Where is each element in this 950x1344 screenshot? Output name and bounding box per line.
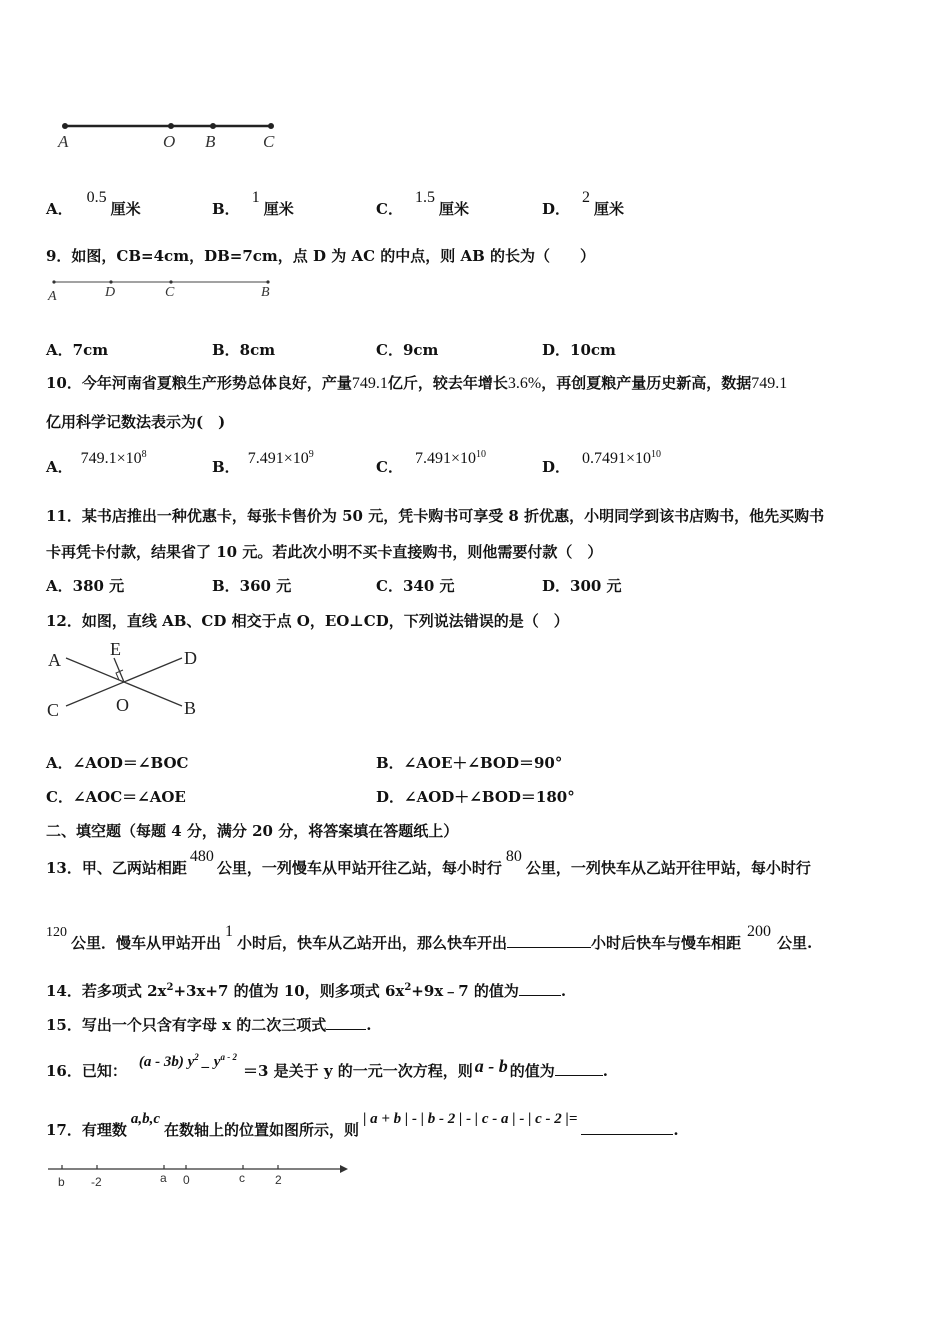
q11-stem-line1: 11．某书店推出一种优惠卡，每张卡售价为 50 元，凭卡购书可享受 8 折优惠，小明同学到该书店购书，他先买购书 — [46, 507, 825, 525]
q14-stem: 14．若多项式 $2x^2+3x+7$ 的值为 10，则多项式 $6x^2+9x﹣7$ 的值为 . — [46, 982, 567, 1000]
q12-option-d: D．∠AOD＋∠BOD＝180° — [376, 788, 575, 806]
point-label: D — [105, 285, 116, 300]
figure-q12-intersecting-lines — [44, 638, 214, 724]
answer-blank[interactable] — [507, 947, 591, 948]
q10-stem-line2: 亿用科学记数法表示为( ) — [46, 413, 226, 431]
q10-option-b: B． $7.491\times 10^9$ — [212, 449, 314, 476]
point-label: E — [110, 639, 121, 659]
q8-option-d: D．2厘米 — [542, 189, 625, 218]
q10-option-a: A． $749.1\times 10^8$ — [46, 449, 147, 476]
q11-stem-line2: 卡再凭卡付款，结果省了 10 元。若此次小明不买卡直接购书，则他需要付款（ ） — [46, 543, 603, 561]
q17-stem: 17．有理数a,b,c在数轴上的位置如图所示，则| a + b | - | b - 2 | - | c - a | - | c - 2 |=. — [46, 1111, 679, 1139]
axis-label-c: c — [239, 1171, 245, 1185]
point-label: B — [205, 132, 216, 151]
q12-stem: 12．如图，直线 AB、CD 相交于点 O，EO⊥CD，下列说法错误的是（ ） — [46, 612, 569, 630]
point-label: A — [48, 289, 57, 304]
axis-label-a: a — [160, 1171, 167, 1185]
q10-stem-line1: 10．今年河南省夏粮生产形势总体良好，产量749.1亿斤，较去年增长3.6%，再创夏粮产量历史新高，数据749.1 — [46, 374, 788, 392]
q9-option-d: D．10cm — [542, 341, 616, 359]
axis-label-b: b — [58, 1175, 65, 1189]
q16-stem: 16．已知： (a - 3b) $y^2$ _ $y^{a - 2}=3$ 是关于 y 的一元一次方程，则 a - b 的值为 . — [46, 1052, 609, 1080]
axis-tick-label: 0 — [183, 1173, 190, 1187]
axis-tick-label: 2 — [275, 1173, 282, 1187]
q9-option-b: B．8cm — [212, 341, 276, 359]
figure-q9-segment — [48, 278, 278, 308]
q9-option-c: C．9cm — [376, 341, 439, 359]
figure-q8-segment — [58, 118, 288, 158]
answer-blank[interactable] — [519, 995, 561, 996]
figure-q17-number-line — [44, 1160, 354, 1192]
point-label: B — [261, 285, 270, 300]
q12-option-c: C．∠AOC＝∠AOE — [46, 788, 186, 806]
q9-option-a: A．7cm — [46, 341, 109, 359]
point-label: A — [48, 650, 61, 670]
q10-option-c: C． $7.491\times 10^{10}$ — [376, 449, 486, 476]
q8-option-b: B．1厘米 — [212, 189, 294, 218]
q12-option-b: B．∠AOE＋∠BOD＝90° — [376, 754, 563, 772]
point-label: A — [58, 132, 69, 151]
point-label: B — [184, 698, 197, 718]
point-label: O — [116, 695, 129, 715]
q11-option-b: B．360 元 — [212, 577, 292, 595]
point-label: D — [184, 648, 197, 668]
point-label: C — [263, 132, 275, 151]
q11-option-c: C．340 元 — [376, 577, 455, 595]
point-label: C — [47, 700, 60, 720]
q15-stem: 15．写出一个只含有字母 x 的二次三项式 . — [46, 1016, 372, 1034]
q13-line1: 13．甲、乙两站相距480公里，一列慢车从甲站开往乙站，每小时行80公里，一列快车从乙站开往甲站，每小时行 — [46, 848, 811, 877]
answer-blank[interactable] — [326, 1029, 366, 1030]
point-label: O — [163, 132, 176, 151]
q8-option-a: A．0.5厘米 — [46, 189, 141, 218]
q10-option-d: D． $0.7491\times 10^{10}$ — [542, 449, 662, 476]
q8-option-c: C．1.5厘米 — [376, 189, 469, 218]
axis-tick-label: -2 — [91, 1175, 102, 1189]
q13-line2: 120公里．慢车从甲站开出1小时后，快车从乙站开出，那么快车开出 小时后快车与慢车相距200公里. — [46, 923, 813, 952]
section-heading: 二、填空题（每题 4 分，满分 20 分，将答案填在答题纸上） — [46, 822, 459, 840]
answer-blank[interactable] — [555, 1075, 603, 1076]
point-label: C — [165, 285, 175, 300]
q12-option-a: A．∠AOD＝∠BOC — [46, 754, 189, 772]
q9-stem: 9．如图，CB=4cm，DB=7cm，点 D 为 AC 的中点，则 AB 的长为（ ） — [46, 247, 595, 265]
answer-blank[interactable] — [581, 1134, 673, 1135]
q11-option-a: A．380 元 — [46, 577, 125, 595]
q11-option-d: D．300 元 — [542, 577, 622, 595]
